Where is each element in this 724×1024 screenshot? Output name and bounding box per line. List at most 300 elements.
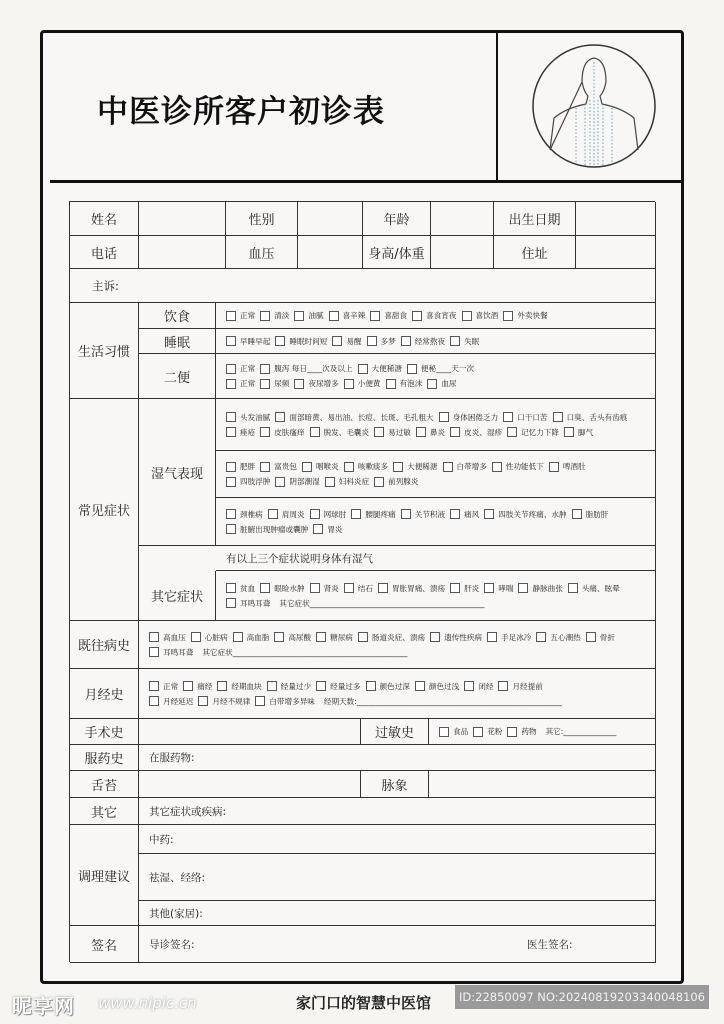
fill-in-field[interactable]: 其它:______________ <box>545 727 617 736</box>
option-label: 心脏病 <box>204 632 228 642</box>
checkbox[interactable] <box>358 364 368 374</box>
checkbox[interactable] <box>260 427 270 437</box>
checkbox-option[interactable] <box>226 476 270 487</box>
checkbox[interactable] <box>401 509 411 519</box>
checkbox[interactable] <box>473 727 483 737</box>
checkbox[interactable] <box>412 311 422 321</box>
checkbox[interactable] <box>226 598 236 608</box>
image-id-label: ID:22850097 NO:20240819203340048106 <box>455 985 709 1009</box>
checkbox-option[interactable] <box>564 427 593 438</box>
option-label: 喜甜食 <box>384 311 408 320</box>
checkbox-option[interactable] <box>536 632 580 643</box>
medication-field[interactable]: 在服药物: <box>139 745 656 771</box>
checkbox-option[interactable] <box>325 476 369 487</box>
checkbox[interactable] <box>416 427 426 437</box>
option-label: 四肢浮肿 <box>240 477 271 486</box>
checkbox[interactable] <box>267 681 277 691</box>
option-label: 痛经 <box>197 681 213 691</box>
checkbox-option[interactable] <box>294 378 338 389</box>
checkbox[interactable] <box>329 311 339 321</box>
option-line <box>226 509 613 520</box>
checkbox[interactable] <box>586 632 596 642</box>
checkbox[interactable] <box>492 462 502 472</box>
option-label: 富贵包 <box>274 462 297 471</box>
checkbox-option[interactable] <box>416 427 445 438</box>
checkbox[interactable] <box>226 524 236 534</box>
address-label: 住址 <box>494 236 576 269</box>
fill-in-field[interactable]: 经期天数:______________________________________________________ <box>323 696 562 706</box>
option-line <box>226 583 625 594</box>
option-label: 肩周炎 <box>281 509 305 519</box>
chief-complaint-field[interactable]: 主诉: <box>70 269 656 303</box>
gender-field[interactable] <box>298 202 363 236</box>
checkbox[interactable] <box>226 509 236 519</box>
checkbox-option[interactable] <box>351 509 395 520</box>
checkbox[interactable] <box>393 462 403 472</box>
checkbox[interactable] <box>378 583 388 593</box>
checkbox[interactable] <box>226 412 236 422</box>
checkbox-option[interactable] <box>366 681 410 692</box>
option-line <box>149 681 548 692</box>
checkbox[interactable] <box>294 311 304 321</box>
checkbox-option[interactable] <box>393 461 437 472</box>
checkbox[interactable] <box>374 427 384 437</box>
checkbox[interactable] <box>217 681 227 691</box>
checkbox-option[interactable] <box>226 461 255 472</box>
option-label: 前列腺炎 <box>388 477 419 486</box>
checkbox-option[interactable] <box>268 509 305 520</box>
signature-row <box>139 926 656 963</box>
checkbox[interactable] <box>358 632 368 642</box>
checkbox-option[interactable] <box>260 461 297 472</box>
checkbox-option[interactable] <box>412 310 456 321</box>
checkbox-option[interactable] <box>310 583 339 594</box>
checkbox[interactable] <box>415 681 425 691</box>
option-line <box>226 378 462 389</box>
checkbox-option[interactable] <box>226 363 255 374</box>
height-weight-label: 身高/体重 <box>363 236 431 269</box>
checkbox[interactable] <box>536 632 546 642</box>
checkbox[interactable] <box>487 632 497 642</box>
checkbox-option[interactable] <box>549 461 586 472</box>
checkbox[interactable] <box>518 583 528 593</box>
checkbox[interactable] <box>507 427 517 437</box>
checkbox-option[interactable] <box>374 476 418 487</box>
checkbox-option[interactable] <box>473 726 502 737</box>
checkbox-option[interactable] <box>401 509 445 520</box>
checkbox[interactable] <box>149 632 159 642</box>
checkbox-option[interactable] <box>487 632 531 643</box>
checkbox-option[interactable] <box>310 427 370 438</box>
option-label: 贫血 <box>240 583 256 593</box>
checkbox[interactable] <box>572 509 582 519</box>
checkbox-option[interactable] <box>226 583 255 594</box>
option-label: 脂肪肝 <box>585 509 609 519</box>
option-label: 面部暗黄、易出油、长痘、长斑、毛孔粗大 <box>289 412 434 422</box>
option-label: 耳鸣耳聋 <box>163 647 194 657</box>
checkbox-option[interactable] <box>492 461 544 472</box>
checkbox[interactable] <box>310 509 320 519</box>
phone-field[interactable] <box>139 236 226 269</box>
checkbox-option[interactable] <box>149 696 193 707</box>
checkbox-option[interactable] <box>198 696 250 707</box>
damp-label: 湿气表现 <box>139 399 216 546</box>
option-label: 哮喘 <box>498 583 514 593</box>
checkbox[interactable] <box>310 583 320 593</box>
checkbox-option[interactable] <box>260 378 289 389</box>
option-label: 记忆力下降 <box>521 427 560 437</box>
checkbox[interactable] <box>226 427 236 437</box>
checkbox-option[interactable] <box>332 336 361 347</box>
checkbox[interactable] <box>274 632 284 642</box>
checkbox[interactable] <box>439 412 449 422</box>
option-line <box>226 336 484 347</box>
checkbox-option[interactable] <box>439 726 468 737</box>
checkbox[interactable] <box>450 336 460 346</box>
checkbox-option[interactable] <box>507 427 559 438</box>
checkbox[interactable] <box>367 336 377 346</box>
option-label: 月经不规律 <box>212 696 251 706</box>
checkbox-option[interactable] <box>294 310 323 321</box>
option-label: 正常 <box>163 681 179 691</box>
checkbox[interactable] <box>226 477 236 487</box>
checkbox-option[interactable] <box>255 696 315 707</box>
acupuncture-body-illustration <box>530 42 658 170</box>
checkbox-option[interactable] <box>586 632 615 643</box>
checkbox[interactable] <box>325 477 335 487</box>
checkbox[interactable] <box>260 364 270 374</box>
surgery-history-label: 手术史 <box>70 719 139 745</box>
checkbox-option[interactable] <box>378 583 445 594</box>
checkbox-option[interactable] <box>217 681 261 692</box>
checkbox[interactable] <box>226 364 236 374</box>
age-field[interactable] <box>431 202 494 236</box>
checkbox-option[interactable] <box>450 427 502 438</box>
option-label: 脱发、毛囊炎 <box>323 427 370 437</box>
phone-label: 电话 <box>70 236 139 269</box>
checkbox-option[interactable] <box>430 632 482 643</box>
checkbox[interactable] <box>255 696 265 706</box>
checkbox-option[interactable] <box>344 461 388 472</box>
option-line <box>226 524 348 535</box>
checkbox[interactable] <box>275 412 285 422</box>
checkbox-option[interactable] <box>260 310 289 321</box>
option-label: 糖尿病 <box>330 632 353 642</box>
option-label: 小便黄 <box>357 379 381 388</box>
checkbox[interactable] <box>198 696 208 706</box>
doctor-signature-field[interactable]: 医生签名: <box>527 938 573 951</box>
signature-label: 签名 <box>70 926 139 963</box>
option-line <box>149 647 407 658</box>
checkbox-option[interactable] <box>358 632 425 643</box>
option-label: 油腻 <box>308 311 324 320</box>
checkbox[interactable] <box>226 311 236 321</box>
height-weight-field[interactable] <box>431 236 494 269</box>
checkbox-option[interactable] <box>149 647 193 658</box>
option-label: 高血压 <box>163 632 186 642</box>
checkbox[interactable] <box>498 681 508 691</box>
checkbox-option[interactable] <box>226 427 255 438</box>
option-line <box>149 696 562 707</box>
checkbox[interactable] <box>503 412 513 422</box>
checkbox-option[interactable] <box>260 427 304 438</box>
name-field[interactable] <box>139 202 226 236</box>
checkbox[interactable] <box>462 311 472 321</box>
option-label: 结石 <box>357 583 373 593</box>
treatment-advice-label: 调理建议 <box>70 825 139 926</box>
checkbox-option[interactable] <box>316 681 360 692</box>
checkbox-option[interactable] <box>462 310 499 321</box>
checkbox-option[interactable] <box>386 378 423 389</box>
home-care-field[interactable]: 其他(家居): <box>139 901 656 926</box>
checkbox[interactable] <box>149 696 159 706</box>
checkbox[interactable] <box>183 681 193 691</box>
option-label: 鼻炎 <box>429 427 446 437</box>
checkbox[interactable] <box>149 647 159 657</box>
checkbox-option[interactable] <box>370 310 407 321</box>
checkbox-option[interactable] <box>572 509 609 520</box>
option-label: 尿频 <box>274 379 290 388</box>
checkbox-option[interactable] <box>498 681 542 692</box>
checkbox-option[interactable] <box>226 524 308 535</box>
checkbox[interactable] <box>344 583 354 593</box>
option-label: 头痛、眩晕 <box>581 583 620 593</box>
checkbox-option[interactable] <box>443 461 487 472</box>
option-label: 正常 <box>240 311 256 320</box>
checkbox[interactable] <box>310 427 320 437</box>
checkbox-option[interactable] <box>275 476 319 487</box>
checkbox[interactable] <box>450 583 460 593</box>
checkbox[interactable] <box>316 681 326 691</box>
checkbox-option[interactable] <box>415 681 459 692</box>
checkbox[interactable] <box>484 509 494 519</box>
meridian-field[interactable]: 祛湿、经络: <box>139 854 656 901</box>
address-field[interactable] <box>576 236 656 269</box>
medication-label: 服药史 <box>70 745 139 771</box>
option-label: 网球肘 <box>323 509 347 519</box>
guide-signature-field[interactable]: 导诊签名: <box>149 938 195 951</box>
checkbox-option[interactable] <box>149 681 178 692</box>
checkbox-option[interactable] <box>275 412 433 423</box>
option-label: 腹泻 每日____次及以上 <box>274 364 353 373</box>
option-label: 颜色过浅 <box>428 681 460 691</box>
checkbox[interactable] <box>568 583 578 593</box>
checkbox[interactable] <box>564 427 574 437</box>
other-field[interactable]: 其它症状或疾病: <box>139 798 656 825</box>
checkbox[interactable] <box>268 509 278 519</box>
checkbox-option[interactable] <box>450 583 479 594</box>
checkbox-option[interactable] <box>329 310 366 321</box>
checkbox[interactable] <box>275 336 285 346</box>
option-label: 骨折 <box>599 632 615 642</box>
checkbox[interactable] <box>260 379 270 389</box>
checkbox[interactable] <box>427 379 437 389</box>
option-label: 白带增多 <box>456 462 487 471</box>
checkbox-option[interactable] <box>302 461 339 472</box>
checkbox-option[interactable] <box>507 726 536 737</box>
option-label: 多梦 <box>380 336 396 346</box>
birthdate-field[interactable] <box>576 202 656 236</box>
option-label: 性功能低下 <box>505 462 544 471</box>
checkbox[interactable] <box>351 509 361 519</box>
checkbox[interactable] <box>549 462 559 472</box>
checkbox[interactable] <box>260 311 270 321</box>
checkbox-option[interactable] <box>344 378 381 389</box>
other-symptoms-options <box>216 571 656 621</box>
option-label: 手足冰冷 <box>501 632 532 642</box>
option-label: 经期血块 <box>231 681 262 691</box>
lifestyle-label: 生活习惯 <box>70 303 139 399</box>
checkbox[interactable] <box>226 336 236 346</box>
checkbox-option[interactable] <box>313 524 342 535</box>
gender-label: 性别 <box>226 202 298 236</box>
option-label: 关节积液 <box>414 509 446 519</box>
checkbox-option[interactable] <box>484 509 566 520</box>
checkbox-option[interactable] <box>374 427 411 438</box>
checkbox-option[interactable] <box>464 681 493 692</box>
option-label: 痛风 <box>464 509 480 519</box>
checkbox-option[interactable] <box>233 632 270 643</box>
option-label: 口臭、舌头有齿痕 <box>566 412 628 422</box>
checkbox[interactable] <box>401 336 411 346</box>
option-label: 易过敏 <box>388 427 411 437</box>
checkbox[interactable] <box>260 583 270 593</box>
checkbox-option[interactable] <box>367 336 396 347</box>
checkbox[interactable] <box>370 311 380 321</box>
checkbox[interactable] <box>275 477 285 487</box>
diet-options <box>216 303 656 329</box>
checkbox-option[interactable] <box>267 681 311 692</box>
checkbox[interactable] <box>191 632 201 642</box>
herbal-field[interactable]: 中药: <box>139 825 656 854</box>
surgery-history-field[interactable] <box>139 719 361 745</box>
pulse-field[interactable] <box>429 771 656 798</box>
checkbox-option[interactable] <box>344 583 373 594</box>
checkbox[interactable] <box>450 509 460 519</box>
checkbox-option[interactable] <box>407 363 474 374</box>
checkbox[interactable] <box>430 632 440 642</box>
checkbox[interactable] <box>332 336 342 346</box>
checkbox-option[interactable] <box>226 412 270 423</box>
checkbox-option[interactable] <box>358 363 402 374</box>
sleep-label: 睡眠 <box>139 329 216 354</box>
checkbox-option[interactable] <box>183 681 212 692</box>
checkbox-option[interactable] <box>226 336 270 347</box>
checkbox[interactable] <box>507 727 517 737</box>
watermark-url: www.nipic.cn <box>98 994 197 1012</box>
checkbox-option[interactable] <box>450 336 479 347</box>
checkbox[interactable] <box>313 524 323 534</box>
checkbox[interactable] <box>374 477 384 487</box>
checkbox-option[interactable] <box>503 310 547 321</box>
checkbox-option[interactable] <box>427 378 456 389</box>
checkbox[interactable] <box>233 632 243 642</box>
checkbox[interactable] <box>366 681 376 691</box>
excretion-options <box>216 354 656 399</box>
checkbox[interactable] <box>553 412 563 422</box>
checkbox-option[interactable] <box>226 378 255 389</box>
checkbox[interactable] <box>149 681 159 691</box>
option-label: 口干口苦 <box>517 412 548 422</box>
option-label: 喜食宵夜 <box>426 311 457 320</box>
checkbox[interactable] <box>302 462 312 472</box>
checkbox-option[interactable] <box>226 310 255 321</box>
blood-pressure-field[interactable] <box>298 236 363 269</box>
allergy-label: 过敏史 <box>361 719 429 745</box>
checkbox[interactable] <box>386 379 396 389</box>
option-label: 月经延迟 <box>163 696 194 706</box>
checkbox[interactable] <box>294 379 304 389</box>
checkbox[interactable] <box>450 427 460 437</box>
option-label: 耳鸣耳聋 <box>240 598 271 608</box>
option-label: 便秘____天一次 <box>420 364 475 373</box>
option-label: 四肢关节疼痛、水肿 <box>498 509 567 519</box>
checkbox-option[interactable] <box>260 583 304 594</box>
checkbox[interactable] <box>226 379 236 389</box>
checkbox-option[interactable] <box>553 412 628 423</box>
checkbox[interactable] <box>226 462 236 472</box>
checkbox[interactable] <box>443 462 453 472</box>
checkbox-option[interactable] <box>310 509 347 520</box>
option-label: 早睡早起 <box>240 336 271 346</box>
option-line <box>226 461 591 472</box>
checkbox[interactable] <box>316 632 326 642</box>
checkbox[interactable] <box>464 681 474 691</box>
option-label: 经量过多 <box>330 681 361 691</box>
tongue-coating-field[interactable] <box>139 771 361 798</box>
option-label: 肥胖 <box>240 462 256 471</box>
option-label: 花粉 <box>487 727 503 736</box>
option-label: 清淡 <box>274 311 290 320</box>
name-label: 姓名 <box>70 202 139 236</box>
damp-options-group-3 <box>216 498 656 546</box>
checkbox[interactable] <box>484 583 494 593</box>
option-label: 啤酒肚 <box>562 462 586 471</box>
blood-pressure-label: 血压 <box>226 236 298 269</box>
option-label: 经量过少 <box>280 681 312 691</box>
checkbox-option[interactable] <box>191 632 228 643</box>
checkbox-option[interactable] <box>260 363 352 374</box>
fill-in-field[interactable]: 其它症状______________________________________________ <box>202 647 408 657</box>
checkbox-option[interactable] <box>226 598 270 609</box>
checkbox[interactable] <box>344 379 354 389</box>
checkbox-option[interactable] <box>149 632 186 643</box>
checkbox[interactable] <box>260 462 270 472</box>
checkbox[interactable] <box>226 583 236 593</box>
option-label: 脚气 <box>578 427 594 437</box>
checkbox-option[interactable] <box>316 632 353 643</box>
checkbox[interactable] <box>407 364 417 374</box>
checkbox-option[interactable] <box>226 509 263 520</box>
option-label: 外卖快餐 <box>517 311 548 320</box>
checkbox[interactable] <box>344 462 354 472</box>
option-label: 喜辛辣 <box>342 311 366 320</box>
checkbox-option[interactable] <box>503 412 547 423</box>
checkbox[interactable] <box>503 311 513 321</box>
option-label: 喜饮酒 <box>475 311 499 320</box>
checkbox-option[interactable] <box>275 336 327 347</box>
checkbox-option[interactable] <box>274 632 311 643</box>
checkbox-option[interactable] <box>401 336 445 347</box>
checkbox-option[interactable] <box>439 412 499 423</box>
option-label: 静脉曲张 <box>532 583 563 593</box>
checkbox-option[interactable] <box>450 509 479 520</box>
checkbox-option[interactable] <box>568 583 620 594</box>
checkbox-option[interactable] <box>518 583 562 594</box>
checkbox[interactable] <box>439 727 449 737</box>
checkbox-option[interactable] <box>484 583 513 594</box>
fill-in-field[interactable]: 其它症状______________________________________________ <box>279 598 485 608</box>
